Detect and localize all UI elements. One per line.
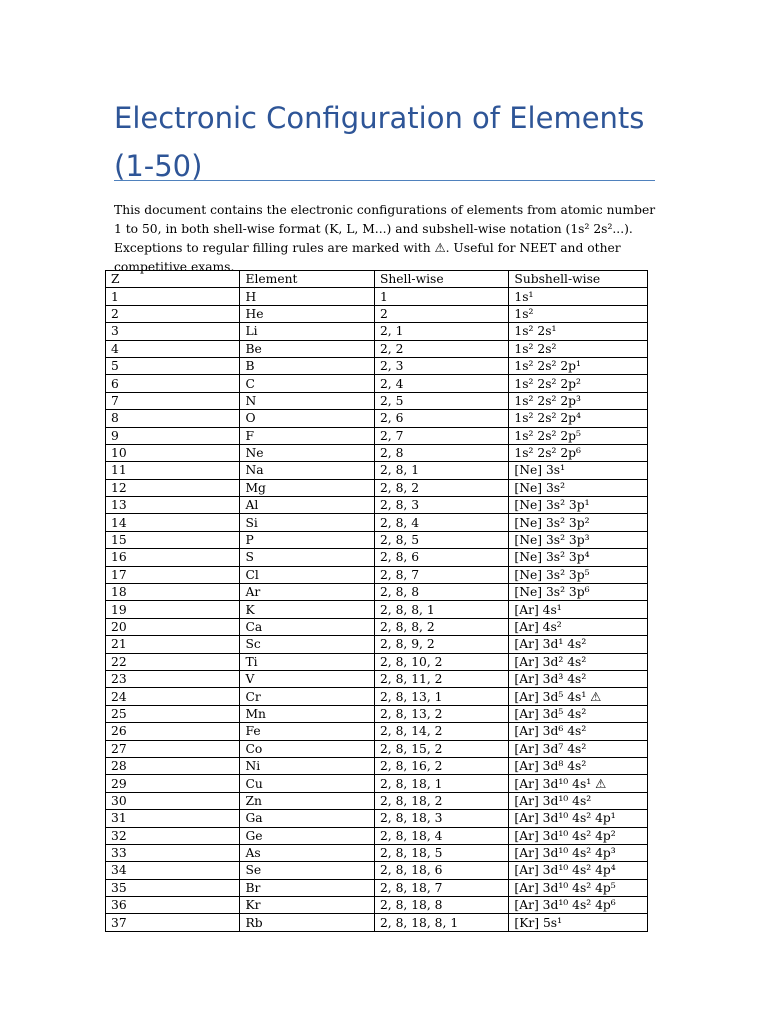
cell-subshell-wise: [Ar] 3d⁷ 4s² (509, 740, 648, 757)
cell-shell-wise: 2, 8, 6 (374, 549, 508, 566)
cell-subshell-wise: [Ne] 3s² 3p³ (509, 531, 648, 548)
table-row (106, 305, 648, 322)
cell-subshell-wise: [Ar] 3d¹⁰ 4s² 4p⁵ (509, 879, 648, 896)
table-row (106, 392, 648, 409)
cell-element: Kr (240, 897, 374, 914)
cell-z: 5 (106, 357, 240, 374)
cell-element: Ne (240, 444, 374, 461)
table-row (106, 879, 648, 896)
cell-subshell-wise: [Ar] 4s² (509, 618, 648, 635)
cell-z: 32 (106, 827, 240, 844)
cell-shell-wise: 2, 8, 8 (374, 584, 508, 601)
table-row (106, 862, 648, 879)
table-row (106, 723, 648, 740)
cell-element: Rb (240, 914, 374, 931)
cell-element: Ni (240, 757, 374, 774)
cell-element: Ar (240, 584, 374, 601)
cell-subshell-wise: [Ar] 3d⁵ 4s¹ ⚠ (509, 688, 648, 705)
cell-shell-wise: 2, 8, 13, 1 (374, 688, 508, 705)
cell-z: 18 (106, 584, 240, 601)
cell-shell-wise: 2, 8, 5 (374, 531, 508, 548)
cell-z: 20 (106, 618, 240, 635)
cell-element: Cr (240, 688, 374, 705)
cell-subshell-wise: 1s² 2s² 2p³ (509, 392, 648, 409)
cell-shell-wise: 2, 8, 10, 2 (374, 653, 508, 670)
cell-shell-wise: 2, 8, 18, 5 (374, 844, 508, 861)
table-row (106, 653, 648, 670)
cell-element: He (240, 305, 374, 322)
cell-subshell-wise: [Ar] 3d¹⁰ 4s² 4p¹ (509, 810, 648, 827)
table-row (106, 775, 648, 792)
cell-subshell-wise: [Ne] 3s² 3p⁴ (509, 549, 648, 566)
table-row (106, 584, 648, 601)
cell-shell-wise: 2, 5 (374, 392, 508, 409)
table-row (106, 514, 648, 531)
cell-shell-wise: 1 (374, 288, 508, 305)
cell-z: 31 (106, 810, 240, 827)
cell-element: H (240, 288, 374, 305)
cell-shell-wise: 2, 8, 1 (374, 462, 508, 479)
table-row (106, 531, 648, 548)
cell-z: 23 (106, 670, 240, 687)
cell-element: Mn (240, 705, 374, 722)
cell-shell-wise: 2, 8, 4 (374, 514, 508, 531)
cell-z: 35 (106, 879, 240, 896)
cell-z: 19 (106, 601, 240, 618)
cell-shell-wise: 2, 2 (374, 340, 508, 357)
cell-element: Se (240, 862, 374, 879)
cell-subshell-wise: [Ar] 3d² 4s² (509, 653, 648, 670)
cell-subshell-wise: [Ar] 3d¹⁰ 4s² 4p⁴ (509, 862, 648, 879)
table-row (106, 618, 648, 635)
intro-paragraph: This document contains the electronic configurations of elements from atomic number 1 to 50, in both shell-wise format (K, L, M...) and subshell-wise notation (1s² 2s²...). Exceptions to regular filling rules are marked with ⚠. Useful for NEET and other competitive exams. (114, 203, 656, 274)
cell-z: 8 (106, 410, 240, 427)
cell-element: As (240, 844, 374, 861)
cell-element: Li (240, 323, 374, 340)
table-row (106, 844, 648, 861)
cell-shell-wise: 2, 8, 2 (374, 479, 508, 496)
table-header-row (106, 271, 648, 288)
cell-z: 7 (106, 392, 240, 409)
header-z: Z (106, 271, 240, 288)
cell-z: 22 (106, 653, 240, 670)
table-row (106, 810, 648, 827)
cell-shell-wise: 2, 8, 18, 8 (374, 897, 508, 914)
cell-z: 17 (106, 566, 240, 583)
cell-element: S (240, 549, 374, 566)
cell-shell-wise: 2, 8, 18, 8, 1 (374, 914, 508, 931)
cell-subshell-wise: [Ne] 3s² 3p⁶ (509, 584, 648, 601)
table-row (106, 740, 648, 757)
table-row (106, 444, 648, 461)
cell-subshell-wise: 1s² 2s² 2p² (509, 375, 648, 392)
cell-subshell-wise: [Ar] 3d¹⁰ 4s² 4p⁶ (509, 897, 648, 914)
cell-subshell-wise: [Ar] 3d⁵ 4s² (509, 705, 648, 722)
cell-shell-wise: 2, 8, 18, 6 (374, 862, 508, 879)
cell-shell-wise: 2, 8, 3 (374, 497, 508, 514)
table-row (106, 688, 648, 705)
table-row (106, 427, 648, 444)
cell-shell-wise: 2, 8, 18, 7 (374, 879, 508, 896)
cell-subshell-wise: [Kr] 5s¹ (509, 914, 648, 931)
cell-subshell-wise: [Ne] 3s² (509, 479, 648, 496)
cell-shell-wise: 2, 8, 11, 2 (374, 670, 508, 687)
cell-element: O (240, 410, 374, 427)
cell-z: 10 (106, 444, 240, 461)
cell-shell-wise: 2, 8, 9, 2 (374, 636, 508, 653)
cell-element: Fe (240, 723, 374, 740)
table-row (106, 601, 648, 618)
cell-subshell-wise: 1s² 2s² 2p¹ (509, 357, 648, 374)
cell-z: 34 (106, 862, 240, 879)
cell-z: 1 (106, 288, 240, 305)
header-element: Element (240, 271, 374, 288)
cell-z: 6 (106, 375, 240, 392)
header-shell-wise: Shell-wise (374, 271, 508, 288)
cell-shell-wise: 2, 8, 18, 3 (374, 810, 508, 827)
cell-element: V (240, 670, 374, 687)
cell-shell-wise: 2, 8, 13, 2 (374, 705, 508, 722)
cell-element: Ge (240, 827, 374, 844)
cell-subshell-wise: 1s² 2s² 2p⁵ (509, 427, 648, 444)
cell-subshell-wise: [Ne] 3s² 3p² (509, 514, 648, 531)
cell-shell-wise: 2, 6 (374, 410, 508, 427)
cell-subshell-wise: [Ar] 4s¹ (509, 601, 648, 618)
cell-z: 33 (106, 844, 240, 861)
cell-shell-wise: 2, 3 (374, 357, 508, 374)
table-row (106, 323, 648, 340)
cell-element: Cl (240, 566, 374, 583)
cell-element: F (240, 427, 374, 444)
cell-element: Na (240, 462, 374, 479)
cell-element: N (240, 392, 374, 409)
cell-shell-wise: 2, 1 (374, 323, 508, 340)
cell-z: 9 (106, 427, 240, 444)
cell-z: 24 (106, 688, 240, 705)
cell-z: 27 (106, 740, 240, 757)
cell-z: 21 (106, 636, 240, 653)
table-row (106, 497, 648, 514)
cell-subshell-wise: [Ar] 3d⁸ 4s² (509, 757, 648, 774)
cell-shell-wise: 2 (374, 305, 508, 322)
cell-subshell-wise: [Ne] 3s² 3p⁵ (509, 566, 648, 583)
table-row (106, 827, 648, 844)
cell-element: Be (240, 340, 374, 357)
cell-z: 37 (106, 914, 240, 931)
table-row (106, 566, 648, 583)
title-divider (114, 180, 655, 181)
cell-subshell-wise: 1s¹ (509, 288, 648, 305)
table-row (106, 705, 648, 722)
cell-subshell-wise: [Ar] 3d¹⁰ 4s² (509, 792, 648, 809)
cell-element: Mg (240, 479, 374, 496)
table-row (106, 636, 648, 653)
cell-element: Br (240, 879, 374, 896)
cell-subshell-wise: [Ar] 3d¹⁰ 4s² 4p² (509, 827, 648, 844)
table-row (106, 914, 648, 931)
table-row (106, 288, 648, 305)
cell-z: 11 (106, 462, 240, 479)
cell-element: Zn (240, 792, 374, 809)
cell-subshell-wise: 1s² 2s² (509, 340, 648, 357)
cell-z: 13 (106, 497, 240, 514)
cell-subshell-wise: [Ar] 3d³ 4s² (509, 670, 648, 687)
cell-shell-wise: 2, 8, 14, 2 (374, 723, 508, 740)
table-row (106, 792, 648, 809)
cell-subshell-wise: 1s² 2s² 2p⁶ (509, 444, 648, 461)
cell-shell-wise: 2, 8, 7 (374, 566, 508, 583)
header-subshell-wise: Subshell-wise (509, 271, 648, 288)
cell-shell-wise: 2, 7 (374, 427, 508, 444)
cell-subshell-wise: [Ar] 3d¹⁰ 4s² 4p³ (509, 844, 648, 861)
cell-z: 3 (106, 323, 240, 340)
table-row (106, 670, 648, 687)
cell-element: Si (240, 514, 374, 531)
cell-element: P (240, 531, 374, 548)
cell-subshell-wise: [Ar] 3d⁶ 4s² (509, 723, 648, 740)
cell-element: Ca (240, 618, 374, 635)
cell-z: 12 (106, 479, 240, 496)
document-title: Electronic Configuration of Elements (1-50) (114, 101, 645, 183)
cell-z: 30 (106, 792, 240, 809)
cell-subshell-wise: [Ar] 3d¹⁰ 4s¹ ⚠ (509, 775, 648, 792)
cell-subshell-wise: 1s² 2s¹ (509, 323, 648, 340)
table-row (106, 340, 648, 357)
table-row (106, 375, 648, 392)
table-body (106, 288, 648, 931)
cell-shell-wise: 2, 8, 8, 2 (374, 618, 508, 635)
table-row (106, 357, 648, 374)
cell-subshell-wise: 1s² (509, 305, 648, 322)
cell-z: 29 (106, 775, 240, 792)
table-row (106, 462, 648, 479)
cell-shell-wise: 2, 8, 15, 2 (374, 740, 508, 757)
table-row (106, 897, 648, 914)
cell-shell-wise: 2, 8, 16, 2 (374, 757, 508, 774)
cell-z: 16 (106, 549, 240, 566)
cell-shell-wise: 2, 8, 18, 2 (374, 792, 508, 809)
table-row (106, 479, 648, 496)
cell-subshell-wise: [Ne] 3s² 3p¹ (509, 497, 648, 514)
cell-z: 28 (106, 757, 240, 774)
cell-shell-wise: 2, 8 (374, 444, 508, 461)
table-row (106, 757, 648, 774)
cell-element: K (240, 601, 374, 618)
cell-z: 26 (106, 723, 240, 740)
cell-element: B (240, 357, 374, 374)
cell-subshell-wise: [Ne] 3s¹ (509, 462, 648, 479)
cell-subshell-wise: 1s² 2s² 2p⁴ (509, 410, 648, 427)
cell-element: C (240, 375, 374, 392)
cell-shell-wise: 2, 8, 8, 1 (374, 601, 508, 618)
cell-element: Co (240, 740, 374, 757)
cell-z: 25 (106, 705, 240, 722)
cell-shell-wise: 2, 8, 18, 1 (374, 775, 508, 792)
table-row (106, 549, 648, 566)
cell-element: Sc (240, 636, 374, 653)
configuration-table (105, 270, 648, 932)
cell-element: Al (240, 497, 374, 514)
cell-element: Cu (240, 775, 374, 792)
cell-element: Ti (240, 653, 374, 670)
cell-z: 4 (106, 340, 240, 357)
cell-z: 14 (106, 514, 240, 531)
cell-z: 2 (106, 305, 240, 322)
cell-element: Ga (240, 810, 374, 827)
cell-shell-wise: 2, 8, 18, 4 (374, 827, 508, 844)
cell-z: 36 (106, 897, 240, 914)
cell-subshell-wise: [Ar] 3d¹ 4s² (509, 636, 648, 653)
cell-z: 15 (106, 531, 240, 548)
cell-shell-wise: 2, 4 (374, 375, 508, 392)
table-row (106, 410, 648, 427)
